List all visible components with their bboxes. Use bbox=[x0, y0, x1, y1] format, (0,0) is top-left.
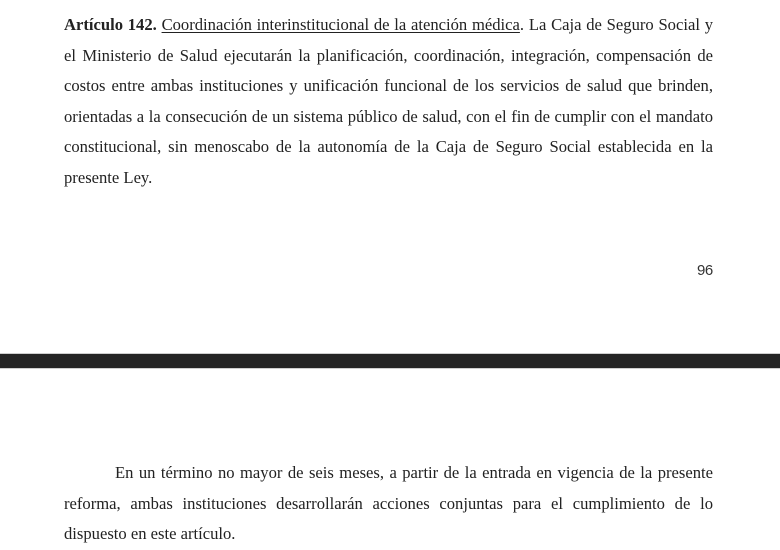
page-number: 96 bbox=[697, 262, 713, 279]
article-body: La Caja de Seguro Social y el Ministerio de Salud ejecutarán la planificación, coordinación, integración, compensación de costos entre ambas instituciones y unificación funcional de los servicios de salud que brinden, orientadas a la consecución de un sistema público de salud, con el fin de cumplir con el mandato constitucional, sin menoscabo de la autonomía de la Caja de Seguro Social establecida en la presente Ley. bbox=[64, 15, 713, 187]
article-title: Coordinación interinstitucional de la atención médica bbox=[161, 15, 520, 34]
continuation-text: En un término no mayor de seis meses, a partir de la entrada en vigencia de la presente reforma, ambas instituciones desarrollarán acciones conjuntas para el cumplimiento de lo dispuesto en este artículo. bbox=[64, 463, 713, 544]
article-142-paragraph bbox=[64, 10, 713, 194]
article-title-period: . bbox=[519, 15, 525, 34]
article-number: Artículo 142. bbox=[64, 15, 157, 34]
continuation-paragraph bbox=[64, 458, 713, 550]
page-separator bbox=[0, 353, 780, 369]
